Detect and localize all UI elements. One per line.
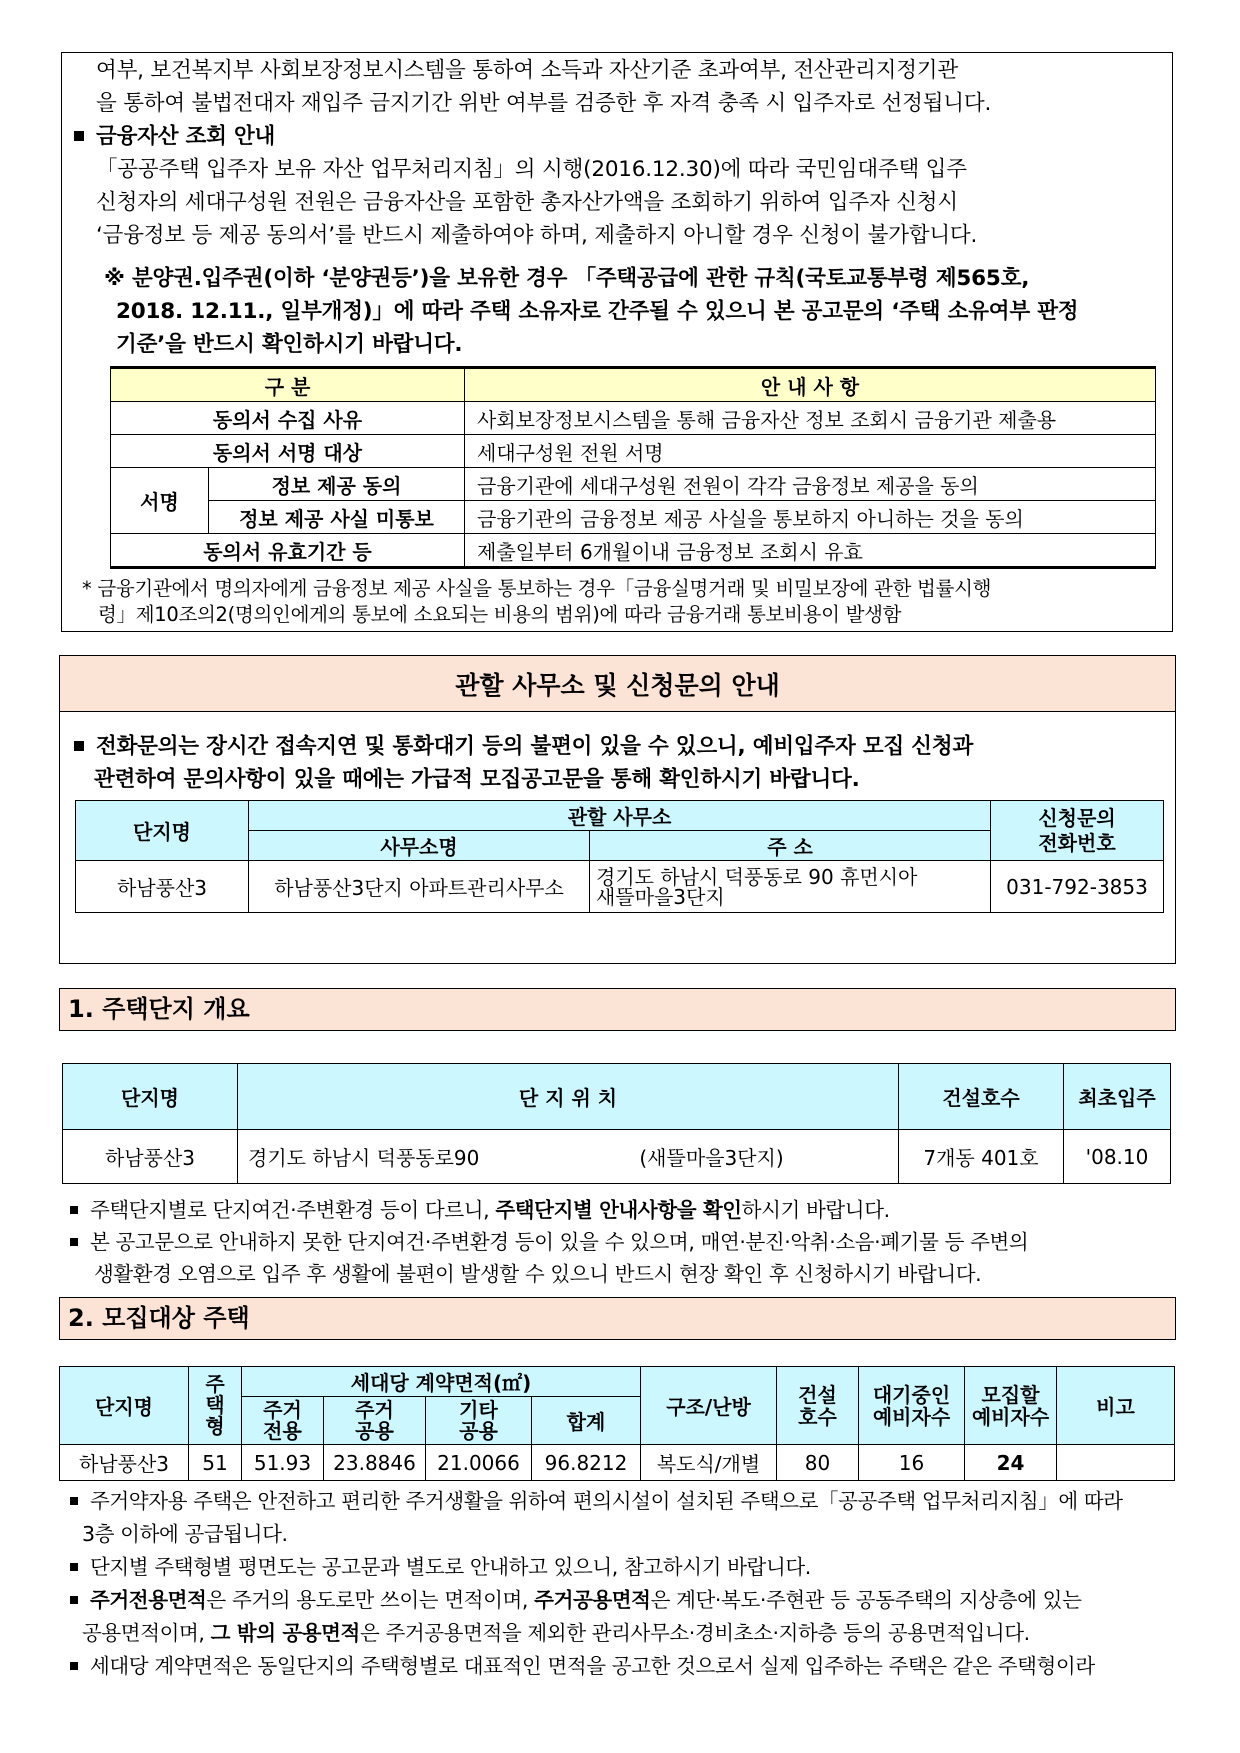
col-location: 단 지 위 치	[238, 1064, 899, 1130]
col-units: 건설호수	[899, 1064, 1064, 1130]
office-address: 경기도 하남시 덕풍동로 90 휴먼시아 새뜰마을3단지	[590, 861, 991, 913]
col-common: 주거 공용	[324, 1397, 426, 1445]
table-row: 하남풍산3 경기도 하남시 덕풍동로90 (새뜰마을3단지) 7개동 401호 '08.10	[63, 1130, 1171, 1184]
complex-location: 경기도 하남시 덕풍동로90 (새뜰마을3단지)	[238, 1130, 899, 1184]
col-waiting: 대기중인 예비자수	[859, 1367, 965, 1445]
col-recruit: 모집할 예비자수	[965, 1367, 1057, 1445]
col-office-name: 사무소명	[249, 831, 590, 861]
table-row: 동의서 수집 사유 사회보장정보시스템을 통해 금융자산 정보 조회시 금융기관 제출용	[111, 402, 1156, 435]
bullet-square-icon	[70, 1497, 78, 1505]
ownership-note-3: 기준’을 반드시 확인하시기 바랍니다.	[116, 332, 463, 357]
col-remark: 비고	[1057, 1367, 1175, 1445]
intro-line-1: 여부, 보건복지부 사회보장정보시스템을 통하여 소득과 자산기준 초과여부, 전산관리지정기관	[96, 58, 958, 83]
bullet-square-icon	[70, 1563, 78, 1571]
section2-title: 2. 모집대상 주택	[59, 1297, 1176, 1340]
office-notice-2: 관련하여 문의사항이 있을 때에는 가급적 모집공고문을 통해 확인하시기 바랍니다.	[94, 767, 860, 792]
housing-table	[59, 1366, 1175, 1481]
col-area-group: 세대당 계약면적(㎡)	[242, 1367, 641, 1397]
office-notice-1: 전화문의는 장시간 접속지연 및 통화대기 등의 불편이 있을 수 있으니, 예비입주자 모집 신청과	[72, 732, 1144, 762]
office-title: 관할 사무소 및 신청문의 안내	[60, 656, 1175, 712]
header-guide: 안 내 사 항	[465, 368, 1156, 402]
col-complex: 단지명	[60, 1367, 189, 1445]
ownership-note-2: 2018. 12.11., 일부개정)」에 따라 주택 소유자로 간주될 수 있으니 본 공고문의 ‘주택 소유여부 판정	[116, 299, 1079, 324]
section2-note-1: 주거약자용 주택은 안전하고 편리한 주거생활을 위하여 편의시설이 설치된 주택으로「공공주택 업무처리지침」에 따라	[66, 1485, 1176, 1517]
col-structure: 구조/난방	[641, 1367, 777, 1445]
col-phone: 신청문의 전화번호	[991, 801, 1164, 861]
col-office: 관할 사무소	[249, 801, 991, 831]
bullet-square-icon	[70, 1206, 78, 1214]
section1-note-1: 주택단지별로 단지여건·주변환경 등이 다르니, 주택단지별 안내사항을 확인하시기 바랍니다.	[66, 1194, 1176, 1226]
table-row: 서명 정보 제공 동의 금융기관에 세대구성원 전원이 각각 금융정보 제공을 동의	[111, 468, 1156, 501]
table-header-row	[111, 368, 1156, 402]
table-row: 동의서 서명 대상 세대구성원 전원 서명	[111, 435, 1156, 468]
col-total: 합계	[532, 1397, 641, 1445]
section2-note-3b: 공용면적이며, 그 밖의 공용면적은 주거공용면적을 제외한 관리사무소·경비초소·지하층 등의 공용면적입니다.	[82, 1621, 1030, 1645]
section2-note-2: 단지별 주택형별 평면도는 공고문과 별도로 안내하고 있으니, 참고하시기 바랍니다.	[66, 1551, 1176, 1583]
consent-footnote-2: 령」제10조의2(명의인에게의 통보에 소요되는 비용의 범위)에 따라 금융거래 통보비용이 발생함	[98, 603, 902, 626]
col-exclusive: 주거 전용	[242, 1397, 324, 1445]
consent-table	[110, 366, 1156, 569]
col-complex: 단지명	[76, 801, 249, 861]
col-complex: 단지명	[63, 1064, 238, 1130]
section1-title: 1. 주택단지 개요	[59, 988, 1176, 1031]
table-row: 하남풍산3 51 51.93 23.8846 21.0066 96.8212 복도식/개별 80 16 24	[60, 1445, 1175, 1481]
bullet-square-icon	[70, 1238, 78, 1246]
col-other-common: 기타 공용	[426, 1397, 532, 1445]
office-table	[75, 800, 1164, 913]
complex-table	[62, 1063, 1171, 1184]
col-address: 주 소	[590, 831, 991, 861]
table-row: 동의서 유효기간 등 제출일부터 6개월이내 금융정보 조회시 유효	[111, 534, 1156, 568]
signature-group-label: 서명	[111, 468, 209, 534]
consent-footnote-1: * 금융기관에서 명의자에게 금융정보 제공 사실을 통보하는 경우「금융실명거래 및 비밀보장에 관한 법률시행	[82, 577, 992, 600]
table-row: 하남풍산3 하남풍산3단지 아파트관리사무소 경기도 하남시 덕풍동로 90 휴먼시아 새뜰마을3단지 031-792-3853	[76, 861, 1164, 913]
bullet-square-icon	[74, 741, 84, 751]
section2-note-1b: 3층 이하에 공급됩니다.	[82, 1522, 288, 1546]
section1-note-3: 생활환경 오염으로 입주 후 생활에 불편이 발생할 수 있으니 반드시 현장 확인 후 신청하시기 바랍니다.	[94, 1262, 982, 1286]
financial-para-1: 「공공주택 입주자 보유 자산 업무처리지침」의 시행(2016.12.30)에 따라 국민임대주택 입주	[96, 157, 967, 182]
table-row: 정보 제공 사실 미통보 금융기관의 금융정보 제공 사실을 통보하지 아니하는 것을 동의	[111, 501, 1156, 534]
bullet-square-icon	[70, 1662, 78, 1670]
intro-line-2: 을 통하여 불법전대자 재입주 금지기간 위반 여부를 검증한 후 자격 충족 시 입주자로 선정됩니다.	[96, 91, 992, 116]
financial-para-3: ‘금융정보 등 제공 동의서’를 반드시 제출하여야 하며, 제출하지 아니할 경우 신청이 불가합니다.	[96, 223, 978, 248]
office-phone: 031-792-3853	[991, 861, 1164, 913]
col-built: 건설 호수	[777, 1367, 859, 1445]
section2-note-3: 주거전용면적은 주거의 용도로만 쓰이는 면적이며, 주거공용면적은 계단·복도·주현관 등 공동주택의 지상층에 있는	[66, 1584, 1176, 1616]
ownership-note-1: ※ 분양권.입주권(이하 ‘분양권등’)을 보유한 경우 「주택공급에 관한 규칙(국토교통부령 제565호,	[104, 266, 1030, 291]
header-category: 구 분	[111, 368, 465, 402]
financial-para-2: 신청자의 세대구성원 전원은 금융자산을 포함한 총자산가액을 조회하기 위하여 입주자 신청시	[96, 190, 958, 215]
section2-note-4: 세대당 계약면적은 동일단지의 주택형별로 대표적인 면적을 공고한 것으로서 실제 입주하는 주택은 같은 주택형이라	[66, 1650, 1176, 1682]
col-type: 주 택 형	[189, 1367, 242, 1445]
section1-note-2: 본 공고문으로 안내하지 못한 단지여건·주변환경 등이 있을 수 있으며, 매연·분진·악취·소음·폐기물 등 주변의	[66, 1226, 1176, 1258]
col-first-move: 최초입주	[1064, 1064, 1171, 1130]
financial-heading: 금융자산 조회 안내	[72, 122, 1144, 152]
bullet-square-icon	[70, 1596, 78, 1604]
bullet-square-icon	[74, 131, 84, 141]
